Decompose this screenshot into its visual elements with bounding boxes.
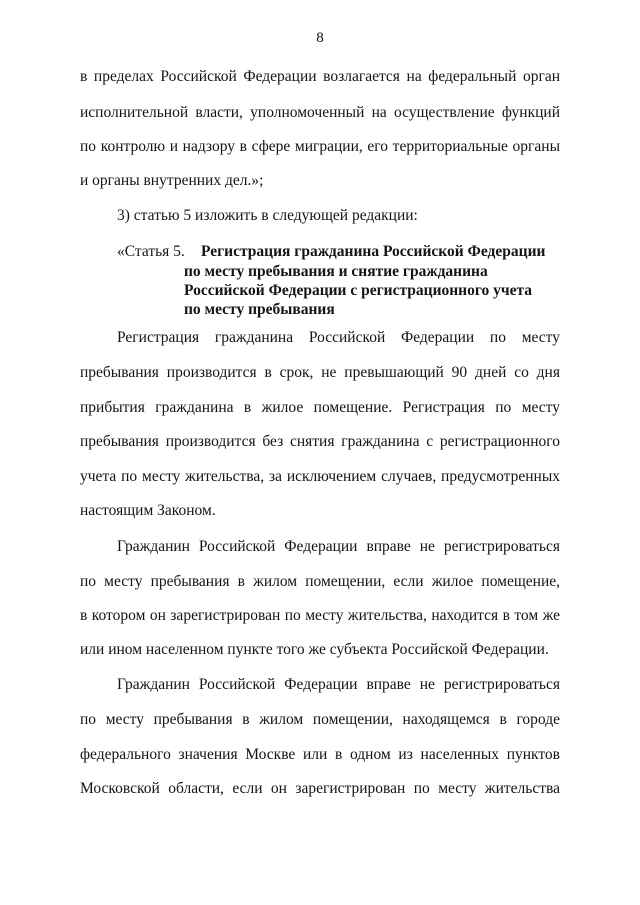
text-line: Гражданин Российской Федерации вправе не регистрироваться — [117, 538, 560, 555]
article-title-line: по месту пребывания — [184, 301, 335, 318]
text-line: прибытия гражданина в жилое помещение. Регистрация по месту — [80, 399, 560, 416]
text-line: пребывания производится в срок, не превышающий 90 дней со дня — [80, 364, 560, 381]
text-line: в пределах Российской Федерации возлагается на федеральный орган — [80, 68, 560, 85]
text-line: и органы внутренних дел.»; — [80, 172, 264, 189]
text-line: Гражданин Российской Федерации вправе не регистрироваться — [117, 676, 560, 693]
article-title-line: по месту пребывания и снятие гражданина — [184, 263, 488, 280]
text-line: Московской области, если он зарегистрирован по месту жительства — [80, 780, 560, 797]
text-line: настоящим Законом. — [80, 502, 216, 519]
text-line: пребывания производится без снятия гражданина с регистрационного — [80, 433, 560, 450]
text-line: учета по месту жительства, за исключением случаев, предусмотренных — [80, 468, 560, 485]
text-line: по месту пребывания в жилом помещении, находящемся в городе — [80, 711, 560, 728]
article-prefix: «Статья 5. — [117, 243, 185, 260]
text-line: в котором он зарегистрирован по месту жительства, находится в том же — [80, 607, 560, 624]
text-line: по контролю и надзору в сфере миграции, его территориальные органы — [80, 138, 560, 155]
amendment-item: 3) статью 5 изложить в следующей редакции: — [117, 207, 418, 224]
text-line: федерального значения Москве или в одном из населенных пунктов — [80, 746, 560, 763]
text-line: по месту пребывания в жилом помещении, если жилое помещение, — [80, 573, 560, 590]
text-line: исполнительной власти, уполномоченный на осуществление функций — [80, 104, 560, 121]
text-line: или ином населенном пункте того же субъекта Российской Федерации. — [80, 641, 549, 658]
article-title-line: Регистрация гражданина Российской Федерации — [201, 243, 546, 260]
article-title-line: Российской Федерации с регистрационного учета — [184, 282, 533, 299]
text-line: Регистрация гражданина Российской Федерации по месту — [117, 329, 560, 346]
page-number: 8 — [316, 30, 324, 46]
